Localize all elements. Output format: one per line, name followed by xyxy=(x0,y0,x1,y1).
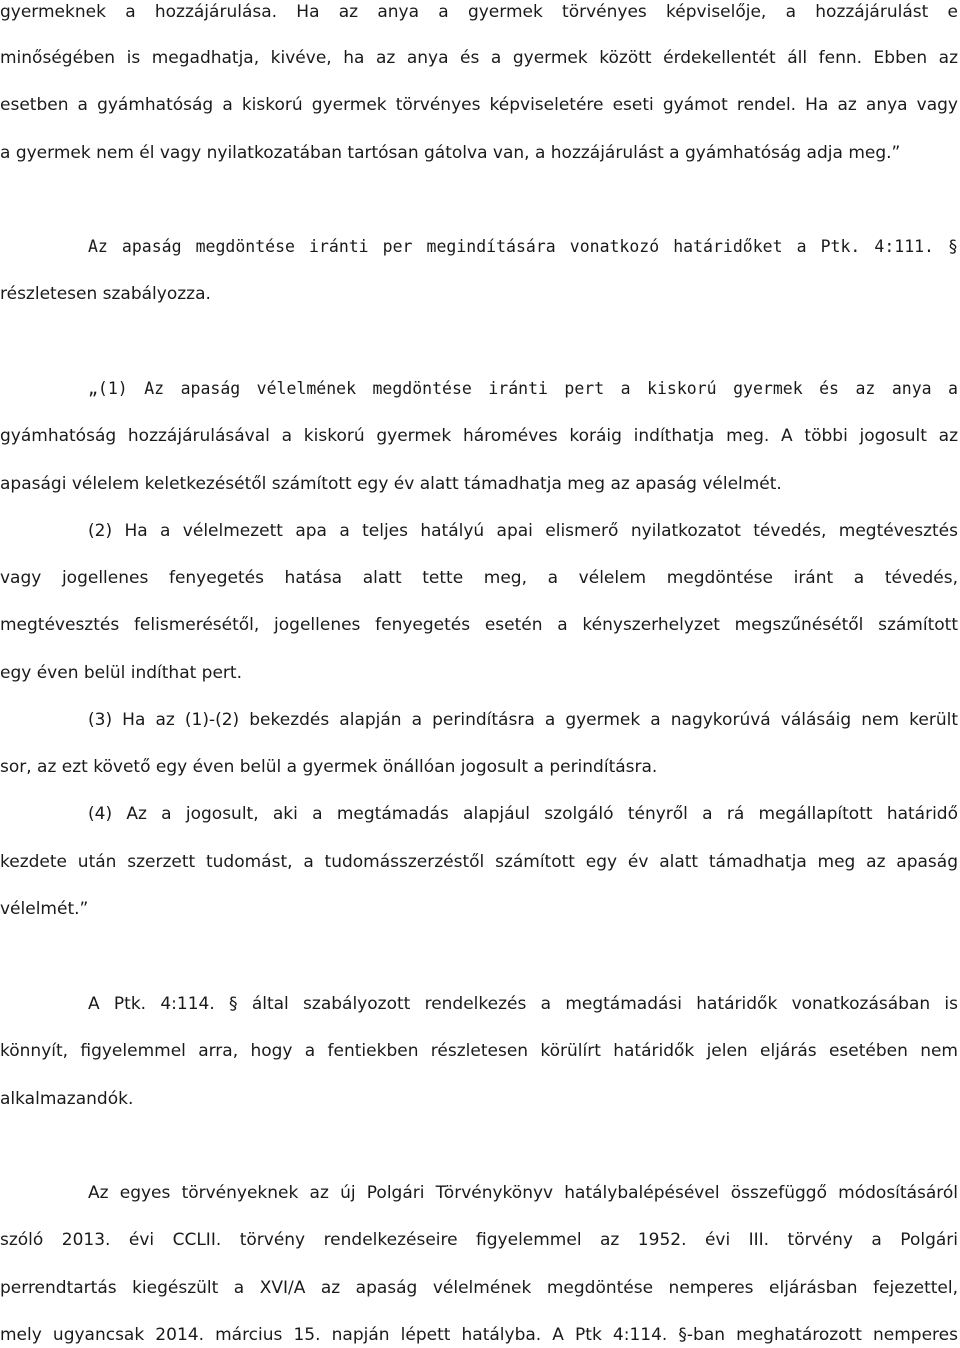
text-line: részletesen szabályozza. xyxy=(0,284,211,304)
text-line: gyermeknek a hozzájárulása. Ha az anya a gyermek törvényes képviselője, a hozzájárulást e xyxy=(0,2,958,22)
text-line: Az apaság megdöntése iránti per megindítására vonatkozó határidőket a Ptk. 4:111. § xyxy=(88,237,958,256)
text-line: a gyermek nem él vagy nyilatkozatában tartósan gátolva van, a hozzájárulást a gyámhatóság adja meg.” xyxy=(0,143,901,163)
text-line: mely ugyancsak 2014. március 15. napján lépett hatályba. A Ptk 4:114. §-ban meghatározott nemperes xyxy=(0,1325,958,1345)
text-line: sor, az ezt követő egy éven belül a gyermek önállóan jogosult a perindításra. xyxy=(0,757,658,777)
text-line: könnyít, figyelemmel arra, hogy a fentiekben részletesen körülírt határidők jelen eljárás esetében nem xyxy=(0,1041,958,1061)
text-line: alkalmazandók. xyxy=(0,1089,134,1109)
text-line: (4) Az a jogosult, aki a megtámadás alapjául szolgáló tényről a rá megállapított határidő xyxy=(88,804,958,824)
text-line: (3) Ha az (1)-(2) bekezdés alapján a perindításra a gyermek a nagykorúvá válásáig nem került xyxy=(88,710,958,730)
text-line: egy éven belül indíthat pert. xyxy=(0,663,242,683)
text-line: gyámhatóság hozzájárulásával a kiskorú gyermek hároméves koráig indíthatja meg. A többi jogosult az xyxy=(0,426,958,446)
text-line: vélelmét.” xyxy=(0,899,89,919)
text-line: A Ptk. 4:114. § által szabályozott rendelkezés a megtámadási határidők vonatkozásában is xyxy=(88,994,958,1014)
text-line: perrendtartás kiegészült a XVI/A az apaság vélelmének megdöntése nemperes eljárásban fejezettel, xyxy=(0,1278,958,1298)
text-line: „(1) Az apaság vélelmének megdöntése iránti pert a kiskorú gyermek és az anya a xyxy=(88,379,958,398)
text-line: megtévesztés felismerésétől, jogellenes fenyegetés esetén a kényszerhelyzet megszűnésétől számított xyxy=(0,615,958,635)
text-line: minőségében is megadhatja, kivéve, ha az anya és a gyermek között érdekellentét áll fenn. Ebben az xyxy=(0,48,958,68)
text-line: vagy jogellenes fenyegetés hatása alatt tette meg, a vélelem megdöntése iránt a tévedés, xyxy=(0,568,958,588)
text-line: esetben a gyámhatóság a kiskorú gyermek törvényes képviseletére eseti gyámot rendel. Ha az anya vagy xyxy=(0,95,958,115)
text-line: Az egyes törvényeknek az új Polgári Törvénykönyv hatálybalépésével összefüggő módosításáról xyxy=(88,1183,958,1203)
text-line: (2) Ha a vélelmezett apa a teljes hatályú apai elismerő nyilatkozatot tévedés, megtévesztés xyxy=(88,521,958,541)
text-line: apasági vélelem keletkezésétől számított egy év alatt támadhatja meg az apaság vélelmét. xyxy=(0,474,782,494)
text-line: szóló 2013. évi CCLII. törvény rendelkezéseire figyelemmel az 1952. évi III. törvény a Polgári xyxy=(0,1230,958,1250)
text-line: kezdete után szerzett tudomást, a tudomásszerzéstől számított egy év alatt támadhatja meg az apaság xyxy=(0,852,958,872)
